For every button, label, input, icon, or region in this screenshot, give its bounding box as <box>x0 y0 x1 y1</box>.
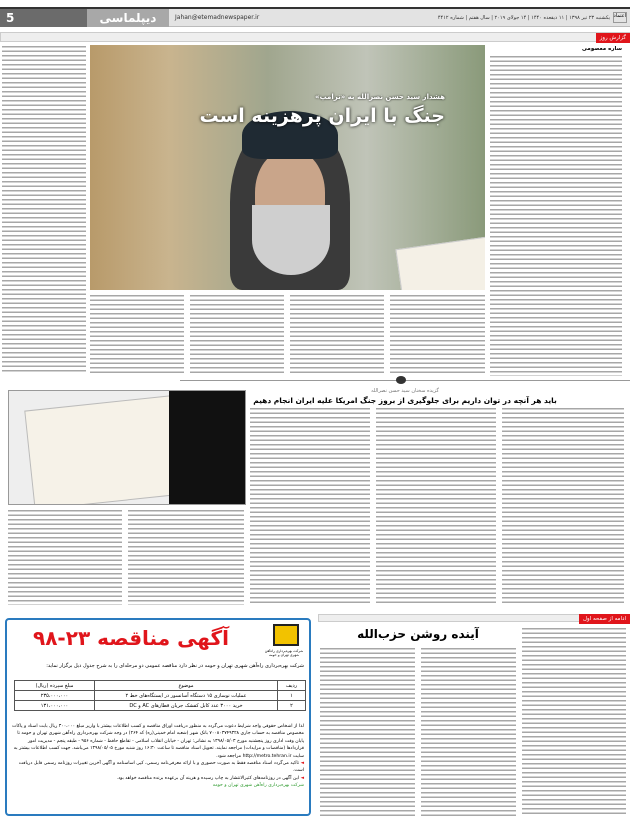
table-row <box>15 691 306 701</box>
cell: خرید ۳۰۰۰ عدد کابل کفشک جریان قطارهای AC و DC <box>95 701 278 711</box>
beard <box>252 205 330 275</box>
ad-note: ◄ تاکید می‌گردد اسناد مناقصه فقط به صورت حضوری و با ارائه معرفی‌نامه رسمی، کپی اساسنامه و آگهی آخرین تغییرات روزنامه رسمی قابل دریافت است. <box>18 761 304 774</box>
ad-title: آگهی مناقصه ۲۳-۹۸ <box>33 626 229 650</box>
section-email[interactable]: Jahan@etemadnewspaper.ir <box>175 14 260 21</box>
map-photo <box>8 390 246 505</box>
article-column <box>8 510 122 605</box>
col-header: ردیف <box>278 681 306 691</box>
col-header: مبلغ سپرده (ریال) <box>15 681 95 691</box>
col-header: موضوع <box>95 681 278 691</box>
cell: ۲ <box>278 701 306 711</box>
page-number: 5 <box>0 9 87 27</box>
map-paper <box>395 231 485 290</box>
newspaper-logo: اعتماد <box>613 12 627 23</box>
ad-note-text: این آگهی در روزنامه‌های کثیرالانتشار به چاپ رسیده و هزینه آن برعهده برنده مناقصه خواهد بود. <box>116 775 299 781</box>
table-row <box>15 701 306 711</box>
ad-note-text: تاکید می‌گردد اسناد مناقصه فقط به صورت حضوری و با ارائه معرفی‌نامه رسمی، کپی اساسنامه و آگهی آخرین تغییرات روزنامه رسمی قابل دریافت است. <box>18 761 304 774</box>
article-column <box>502 408 624 605</box>
article-column <box>320 648 415 816</box>
article-column <box>490 56 622 376</box>
subheader-bar <box>0 32 630 42</box>
cell: ۲۳۵،۰۰۰،۰۰۰ <box>15 691 95 701</box>
ad-intro: شرکت بهره‌برداری راه‌آهن شهری تهران و حومه در نظر دارد مناقصه عمومی دو مرحله‌ای را به شرح جدول ذیل برگزار نماید: <box>46 663 304 669</box>
metro-logo <box>273 624 299 646</box>
tender-ad <box>5 618 311 816</box>
headline-kicker: هشدار سید حسن نصرالله به «ترامپ» <box>315 93 445 101</box>
article-column <box>190 295 284 375</box>
article-column <box>2 46 86 374</box>
author-name: ساره معصومی <box>581 46 622 52</box>
ad-body-text: لذا از اشخاص حقوقی واجد شرایط دعوت می‌گردد به منظور دریافت اوراق مناقصه و کسب اطلاعات بیشتر با واریز مبلغ ۳۰۰،۰۰۰ ریال بابت اسناد و پاکات مخصوص مناقصه به حساب جاری ۷۰۰۸۰۳۷۴۹۳۲۸ بانک شهر (شعبه امام خمینی(ره) کد ۲۶۴) در وجه شرکت بهره‌برداری راه‌آهن شهری تهران و حومه تا پایان وقت اداری روز پنجشنبه مورخ ۱۳۹۸/۰۵/۰۳ به نشانی: تهران - خیابان انقلاب اسلامی - تقاطع حافظ - شماره ۹۵۶ - طبقه پنجم - مدیریت امور قراردادها (مناقصات و مزایدات) مراجعه نمایند. تحویل اسناد مناقصه تا ساعت ۱۶:۳۰ روز شنبه مورخ ۱۳۹۸/۰۵/۰۵ می‌باشد. جهت کسب اطلاعات بیشتر به سایت http://metro.tehran.ir مراجعه شود. <box>12 724 304 759</box>
date-line: یکشنبه ۲۳ تیر ۱۳۹۸ | ۱۱ ذیقعده ۱۴۴۰ | ۱۴ جولای ۲۰۱۹ | سال هفتم | شماره ۴۴۱۲ <box>437 15 610 21</box>
article-column <box>250 408 370 605</box>
cell: ۱۳۱،۰۰۰،۰۰۰ <box>15 701 95 711</box>
second-headline: باید هر آنچه در توان داریم برای جلوگیری از بروز جنگ امریکا علیه ایران انجام دهیم <box>253 396 557 405</box>
article-column <box>421 648 516 816</box>
tender-table <box>14 680 306 711</box>
quote-icon <box>396 376 406 384</box>
cell: عملیات نوسازی ۱۵ دستگاه آسانسور در ایستگاه‌های خط ۲ <box>95 691 278 701</box>
continued-tag: ادامه از صفحه اول <box>579 614 630 624</box>
ad-body <box>12 723 304 790</box>
second-kicker: گزیده سخنان سید حسن نصرالله <box>371 388 439 394</box>
continued-headline: آینده روشن حزب‌الله <box>357 627 479 641</box>
ad-logo-text: شرکت بهره‌برداری راه‌آهن شهری تهران و حومه <box>264 649 304 657</box>
article-column <box>376 408 496 605</box>
article-column <box>390 295 485 375</box>
nasrallah-photo <box>90 45 485 290</box>
article-column <box>90 295 184 375</box>
article-column <box>522 628 626 816</box>
dark-background <box>169 391 246 505</box>
article-column <box>128 510 244 605</box>
article-column <box>290 295 384 375</box>
section-title: دیپلماسی <box>87 9 169 27</box>
ad-footer: شرکت بهره‌برداری راه‌آهن شهری تهران و حومه <box>212 783 304 789</box>
cell: ۱ <box>278 691 306 701</box>
section-tag: گزارش روز <box>596 33 630 43</box>
ad-note: ◄ این آگهی در روزنامه‌های کثیرالانتشار به چاپ رسیده و هزینه آن برعهده برنده مناقصه خواهد بود. <box>116 775 304 781</box>
headline: جنگ با ایران پرهزینه است <box>199 105 445 127</box>
